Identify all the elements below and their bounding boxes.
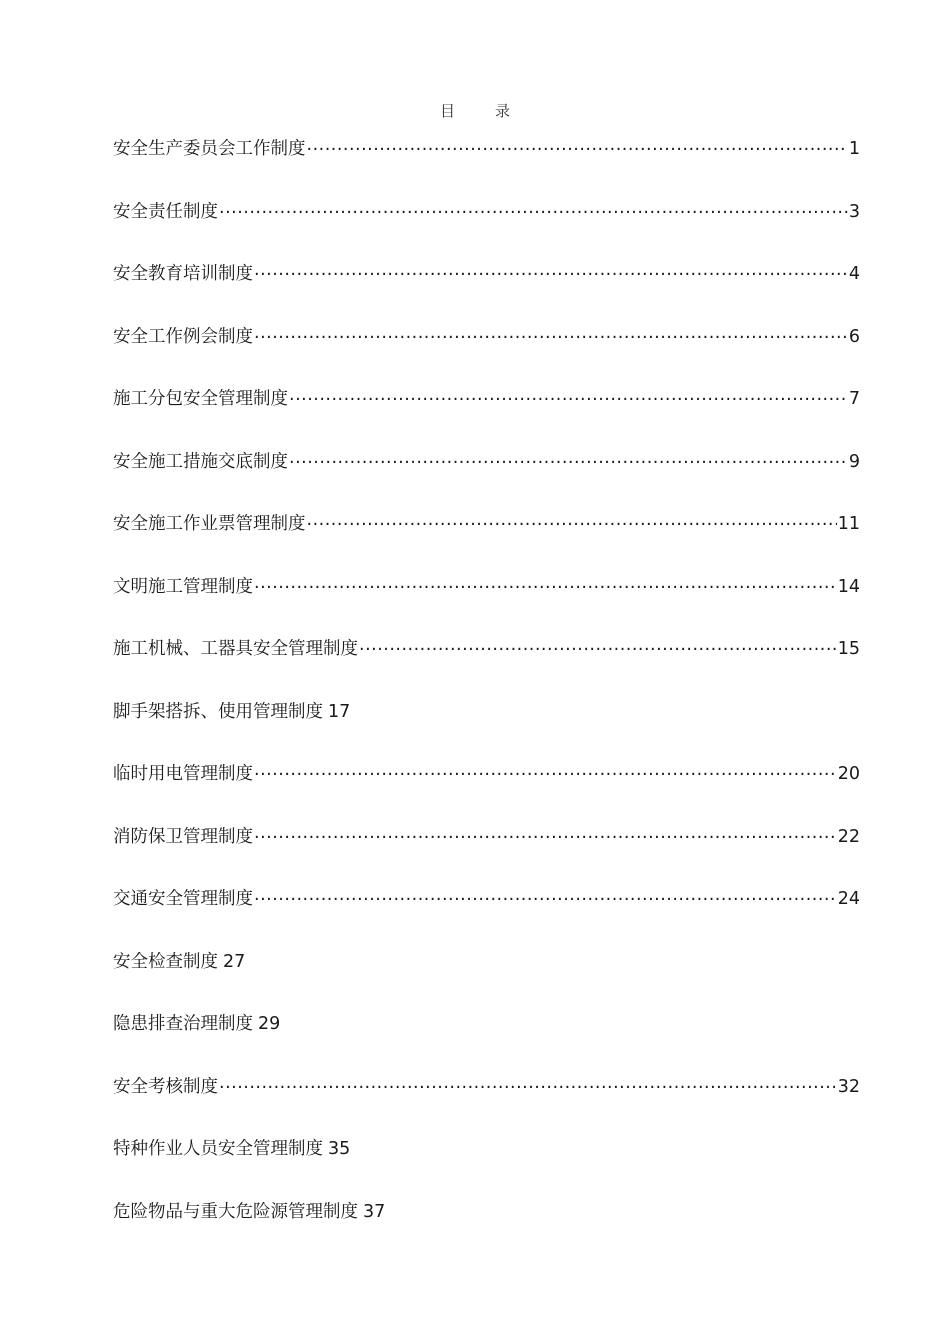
toc-entry-page-number: 9 <box>848 451 860 472</box>
toc-entry[interactable] <box>113 636 860 699</box>
toc-dot-leader <box>289 449 848 467</box>
toc-dot-leader <box>307 512 837 530</box>
toc-entry-page-number: 32 <box>837 1076 860 1097</box>
toc-entry-page-number: 35 <box>328 1139 351 1159</box>
toc-title-left: 目 <box>439 102 455 120</box>
toc-entry-label: 安全考核制度 <box>113 1076 218 1097</box>
toc-entry[interactable] <box>113 1011 860 1074</box>
toc-entry-label: 施工分包安全管理制度 <box>113 389 288 409</box>
toc-entry-page-number: 20 <box>837 764 860 784</box>
toc-entry-label: 消防保卫管理制度 <box>113 826 253 847</box>
toc-entry-page-number: 3 <box>848 201 860 222</box>
toc-entry-label: 安全工作例会制度 <box>113 326 253 347</box>
toc-dot-leader <box>219 1074 837 1092</box>
toc-dot-leader <box>254 762 837 780</box>
toc-entry-page-number: 15 <box>837 639 860 659</box>
toc-dot-leader <box>289 387 848 405</box>
toc-entry-label: 脚手架搭拆、使用管理制度 <box>113 701 323 722</box>
toc-entry-page-number: 17 <box>328 701 351 722</box>
toc-dot-leader <box>254 824 837 842</box>
toc-entry[interactable] <box>113 449 860 512</box>
toc-entry-page-number: 37 <box>363 1201 386 1222</box>
toc-entry-page-number: 29 <box>258 1014 281 1034</box>
toc-title-right: 录 <box>495 102 511 120</box>
toc-entry-label: 安全教育培训制度 <box>113 264 253 284</box>
toc-entry-page-number: 1 <box>848 139 860 159</box>
toc-entry-page-number: 22 <box>837 826 860 847</box>
toc-entry[interactable] <box>113 949 860 1012</box>
toc-entry[interactable] <box>113 1199 860 1262</box>
toc-entry-page-number: 24 <box>837 889 860 909</box>
toc-entry-label: 特种作业人员安全管理制度 <box>113 1139 323 1159</box>
toc-entry[interactable] <box>113 386 860 449</box>
toc-entry-label: 临时用电管理制度 <box>113 764 253 784</box>
toc-entry-label: 安全责任制度 <box>113 201 218 222</box>
toc-dot-leader <box>254 887 837 905</box>
toc-entry[interactable] <box>113 1136 860 1199</box>
toc-entry-page-number: 27 <box>223 951 246 972</box>
toc-entry[interactable] <box>113 1074 860 1137</box>
toc-entry-label: 文明施工管理制度 <box>113 576 253 597</box>
toc-dot-leader <box>254 324 848 342</box>
toc-entry[interactable] <box>113 511 860 574</box>
toc-entry[interactable] <box>113 761 860 824</box>
toc-entry[interactable] <box>113 199 860 262</box>
toc-entry-label: 安全施工作业票管理制度 <box>113 514 306 534</box>
toc-entry-label: 施工机械、工器具安全管理制度 <box>113 639 358 659</box>
toc-entry-label: 安全生产委员会工作制度 <box>113 139 306 159</box>
toc-entry-label: 交通安全管理制度 <box>113 889 253 909</box>
toc-dot-leader <box>254 574 837 592</box>
toc-list <box>113 136 860 1261</box>
toc-entry-page-number: 6 <box>848 326 860 347</box>
toc-entry[interactable] <box>113 886 860 949</box>
toc-entry-page-number: 14 <box>837 576 860 597</box>
toc-entry[interactable] <box>113 574 860 637</box>
toc-entry-page-number: 7 <box>848 389 860 409</box>
toc-dot-leader <box>307 137 848 155</box>
toc-entry[interactable] <box>113 824 860 887</box>
toc-entry-page-number: 11 <box>837 514 860 534</box>
toc-entry[interactable] <box>113 324 860 387</box>
toc-entry-label: 隐患排查治理制度 <box>113 1014 253 1034</box>
toc-dot-leader <box>254 262 848 280</box>
toc-entry[interactable] <box>113 699 860 762</box>
toc-entry-page-number: 4 <box>848 264 860 284</box>
toc-entry-label: 安全检查制度 <box>113 951 218 972</box>
toc-entry[interactable] <box>113 261 860 324</box>
toc-dot-leader <box>359 637 837 655</box>
toc-dot-leader <box>219 199 848 217</box>
toc-entry-label: 安全施工措施交底制度 <box>113 451 288 472</box>
toc-entry[interactable] <box>113 136 860 199</box>
toc-title <box>0 100 950 121</box>
toc-entry-label: 危险物品与重大危险源管理制度 <box>113 1201 358 1222</box>
